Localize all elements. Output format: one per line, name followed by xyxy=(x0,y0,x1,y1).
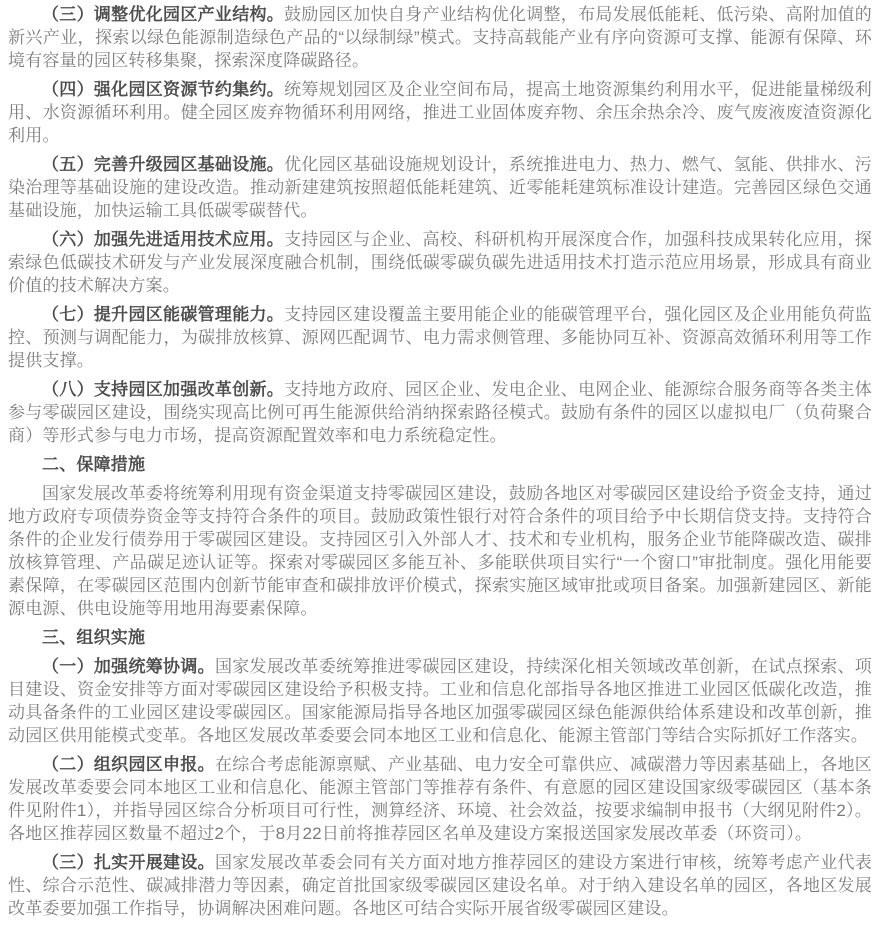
clause-body: 国家发展改革委会同有关方面对地方推荐园区的建设方案进行审核，统筹考虑产业代表性、综合示范性、碳减排潜力等因素，确定首批国家级零碳园区建设名单。对于纳入建设名单的园区，各地区发展改革委要加强工作指导，协调解决困难问题。各地区可结合实际开展省级零碳园区建设。 xyxy=(8,853,872,918)
clause-body: 鼓励园区加快自身产业结构优化调整，布局发展低能耗、低污染、高附加值的新兴产业，探索以绿色能源制造绿色产品的“以绿制绿”模式。支持高载能产业有序向资源可支撑、能源有保障、环境有容量的园区转移集聚，探索深度降碳路径。 xyxy=(8,5,872,70)
paragraph-body: 国家发展改革委将统筹利用现有资金渠道支持零碳园区建设，鼓励各地区对零碳园区建设给予资金支持，通过地方政府专项债券资金等支持符合条件的项目。鼓励政策性银行对符合条件的项目给予中长期信贷支持。支持符合条件的企业发行债券用于零碳园区建设。支持园区引入外部人才、技术和专业机构，服务企业节能降碳改造、碳排放核算管理、产品碳足迹认证等。探索对零碳园区多能互补、多能联供项目实行“一个窗口”审批制度。强化用能要素保障，在零碳园区范围内创新节能审查和碳排放评价模式，探索实施区域审批或项目备案。加强新建园区、新能源电源、供电设施等用地用海要素保障。 xyxy=(8,484,872,618)
clause-lead: （三）调整优化园区产业结构。 xyxy=(42,5,285,24)
clause-paragraph-7 xyxy=(8,303,872,372)
clause-lead: （七）提升园区能碳管理能力。 xyxy=(42,305,285,324)
clause-body: 在综合考虑能源禀赋、产业基础、电力安全可靠供应、减碳潜力等因素基础上，各地区发展改革委要会同本地区工业和信息化、能源主管部门等推荐有条件、有意愿的园区建设国家级零碳园区（基本条件见附件1），并指导园区综合分析项目可行性，测算经济、环境、社会效益，按要求编制申报书（大纲见附件2）。各地区推荐园区数量不超过2个，于8月22日前将推荐园区名单及建设方案报送国家发展改革委（环资司）。 xyxy=(8,755,872,843)
clause-lead: （三）扎实开展建设。 xyxy=(42,853,215,872)
clause-lead: （六）加强先进适用技术应用。 xyxy=(42,230,285,249)
clause-paragraph-5 xyxy=(8,153,872,222)
section-heading-implementation: 三、组织实施 xyxy=(42,628,146,647)
clause-paragraph-impl-2 xyxy=(8,753,872,845)
clause-lead: （四）强化园区资源节约集约。 xyxy=(42,80,285,99)
clause-body: 优化园区基础设施规划设计，系统推进电力、热力、燃气、氢能、供排水、污染治理等基础设施的建设改造。推动新建建筑按照超低能耗建筑、近零能耗建筑标准设计建造。完善园区绿色交通基础设施，加快运输工具低碳零碳替代。 xyxy=(8,155,872,220)
clause-body: 支持园区与企业、高校、科研机构开展深度合作，加强科技成果转化应用，探索绿色低碳技术研发与产业发展深度融合机制，围绕低碳零碳负碳先进适用技术打造示范应用场景，形成具有商业价值的技术解决方案。 xyxy=(8,230,872,295)
clause-paragraph-impl-1 xyxy=(8,655,872,747)
section-heading-safeguards: 二、保障措施 xyxy=(42,455,146,474)
clause-paragraph-impl-3 xyxy=(8,851,872,920)
clause-paragraph-8 xyxy=(8,378,872,447)
clause-body: 国家发展改革委统筹推进零碳园区建设，持续深化相关领域改革创新，在试点探索、项目建设、资金安排等方面对零碳园区建设给予积极支持。工业和信息化部指导各地区推进工业园区低碳化改造，推动具备条件的工业园区建设零碳园区。国家能源局指导各地区加强零碳园区绿色能源供给体系建设和改革创新，推动园区供用能模式变革。各地区发展改革委要会同本地区工业和信息化、能源主管部门等结合实际抓好工作落实。 xyxy=(8,657,872,745)
clause-body: 支持地方政府、园区企业、发电企业、电网企业、能源综合服务商等各类主体参与零碳园区建设，围绕实现高比例可再生能源供给消纳探索路径模式。鼓励有条件的园区以虚拟电厂（负荷聚合商）等形式参与电力市场，提高资源配置效率和电力系统稳定性。 xyxy=(8,380,872,445)
clause-lead: （二）组织园区申报。 xyxy=(42,755,215,774)
clause-body: 统筹规划园区及企业空间布局，提高土地资源集约利用水平，促进能量梯级利用、水资源循环利用。健全园区废弃物循环利用网络，推进工业固体废弃物、余压余热余冷、废气废液废渣资源化利用。 xyxy=(8,80,872,145)
plain-paragraph-safeguards xyxy=(8,482,872,620)
clause-body: 支持园区建设覆盖主要用能企业的能碳管理平台，强化园区及企业用能负荷监控、预测与调配能力，为碳排放核算、源网匹配调节、电力需求侧管理、多能协同互补、资源高效循环利用等工作提供支撑。 xyxy=(8,305,872,370)
clause-paragraph-6 xyxy=(8,228,872,297)
clause-lead: （八）支持园区加强改革创新。 xyxy=(42,380,285,399)
clause-paragraph-3 xyxy=(8,3,872,72)
clause-paragraph-4 xyxy=(8,78,872,147)
clause-lead: （一）加强统筹协调。 xyxy=(42,657,215,676)
clause-lead: （五）完善升级园区基础设施。 xyxy=(42,155,285,174)
